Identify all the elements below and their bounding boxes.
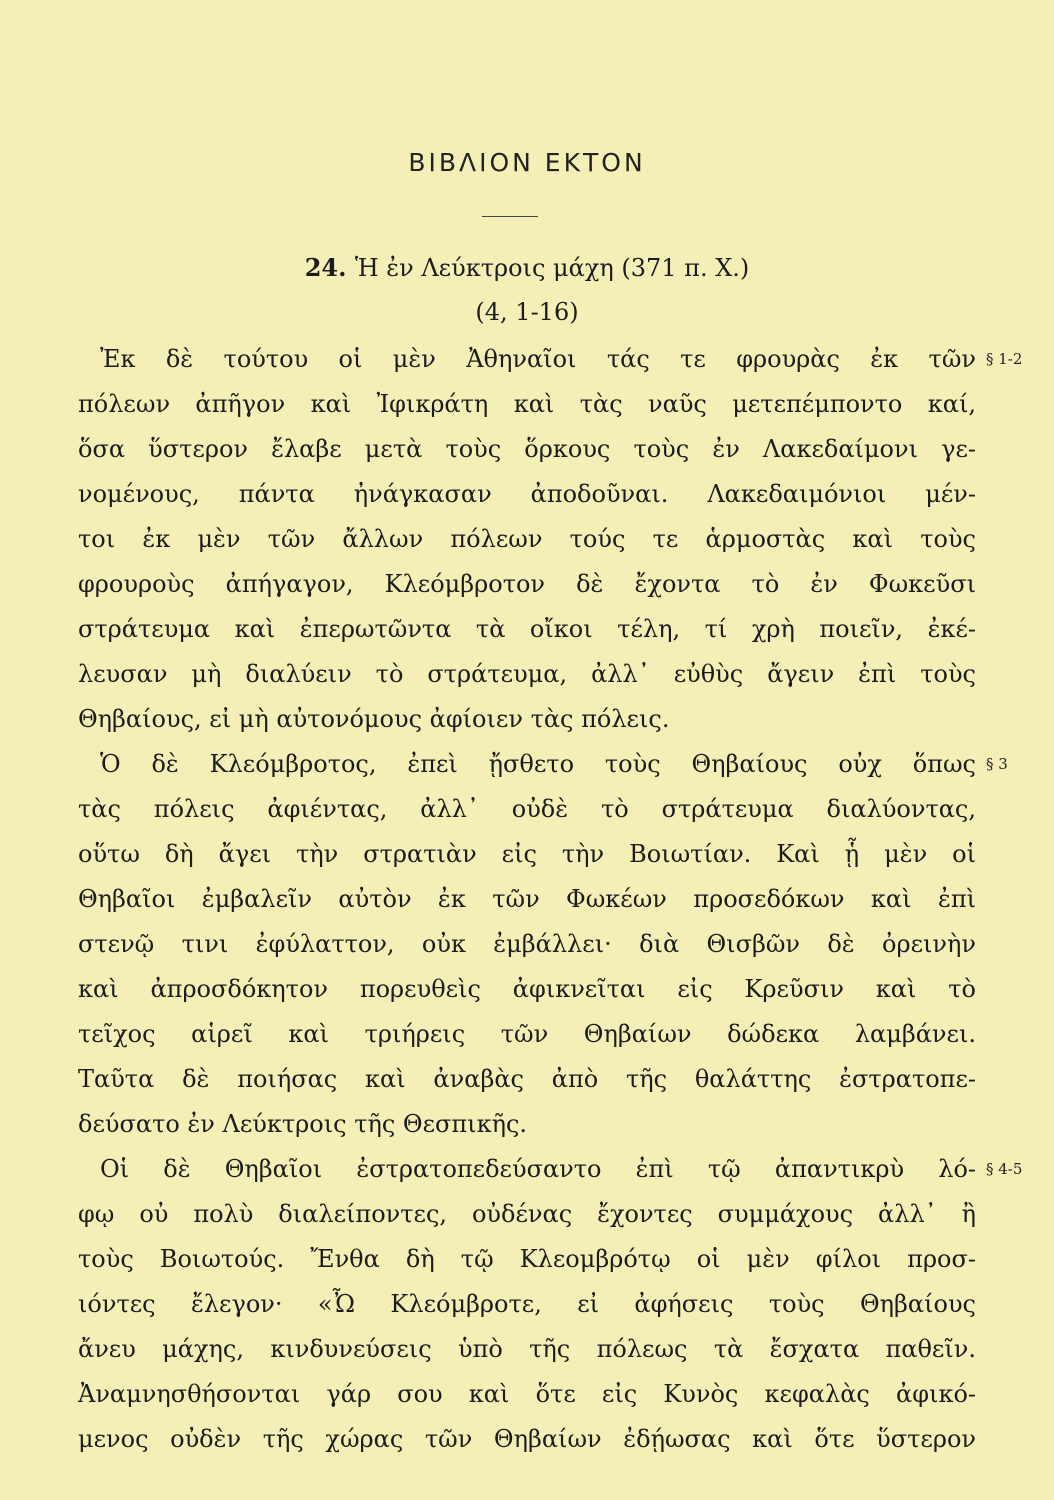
- text-line: ιόντες ἔλεγον· «Ὦ Κλεόμβροτε, εἰ ἀφήσεις τοὺς Θηβαίους: [78, 1290, 976, 1318]
- margin-paragraph-ref: § 3: [986, 755, 1008, 773]
- text-line: καὶ ἀπροσδόκητον πορευθεὶς ἀφικνεῖται εἰς Κρεῦσιν καὶ τὸ: [78, 975, 976, 1003]
- margin-paragraph-ref: § 4-5: [986, 1160, 1023, 1178]
- text-line: Θηβαίους, εἰ μὴ αὐτονόμους ἀφίοιεν τὰς πόλεις.: [78, 705, 670, 733]
- text-line: ὅσα ὕστερον ἔλαβε μετὰ τοὺς ὅρκους τοὺς ἐν Λακεδαίμονι γε-: [78, 435, 976, 463]
- section-heading: [0, 253, 1054, 282]
- section-number: 24.: [304, 253, 347, 282]
- text-line: φρουροὺς ἀπήγαγον, Κλεόμβροτον δὲ ἔχοντα τὸ ἐν Φωκεῦσι: [78, 570, 976, 598]
- text-line: στράτευμα καὶ ἐπερωτῶντα τὰ οἴκοι τέλη, τί χρὴ ποιεῖν, ἐκέ-: [78, 615, 976, 643]
- text-line: νομένους, πάντα ἠνάγκασαν ἀποδοῦναι. Λακεδαιμόνιοι μέν-: [78, 480, 976, 508]
- text-line: δεύσατο ἐν Λεύκτροις τῆς Θεσπικῆς.: [78, 1110, 528, 1138]
- text-line: μενος οὐδὲν τῆς χώρας τῶν Θηβαίων ἐδῄωσας καὶ ὅτε ὕστερον: [78, 1425, 976, 1453]
- text-line: στενῷ τινι ἐφύλαττον, οὐκ ἐμβάλλει· διὰ Θισβῶν δὲ ὀρεινὴν: [78, 930, 976, 958]
- section-reference: (4, 1-16): [475, 298, 579, 326]
- book-title: ΒΙΒΛΙΟΝ ΕΚΤΟΝ: [408, 148, 646, 177]
- text-line: φῳ οὐ πολὺ διαλείποντες, οὐδένας ἔχοντες συμμάχους ἀλλ᾿ ἢ: [78, 1200, 976, 1228]
- text-line: τοὺς Βοιωτούς. Ἔνθα δὴ τῷ Κλεομβρότῳ οἱ μὲν φίλοι προσ-: [78, 1245, 976, 1273]
- margin-paragraph-ref: § 1-2: [986, 350, 1023, 368]
- text-line: Ταῦτα δὲ ποιήσας καὶ ἀναβὰς ἀπὸ τῆς θαλάττης ἐστρατοπε-: [78, 1065, 976, 1093]
- text-line: Ἀναμνησθήσονται γάρ σου καὶ ὅτε εἰς Κυνὸς κεφαλὰς ἀφικό-: [78, 1380, 976, 1408]
- text-line: ἄνευ μάχης, κινδυνεύσεις ὑπὸ τῆς πόλεως τὰ ἔσχατα παθεῖν.: [78, 1335, 976, 1363]
- text-line: Ὁ δὲ Κλεόμβροτος, ἐπεὶ ᾔσθετο τοὺς Θηβαίους οὐχ ὅπως: [100, 750, 976, 778]
- text-line: οὕτω δὴ ἄγει τὴν στρατιὰν εἰς τὴν Βοιωτίαν. Καὶ ᾗ μὲν οἱ: [78, 840, 976, 868]
- text-line: Οἱ δὲ Θηβαῖοι ἐστρατοπεδεύσαντο ἐπὶ τῷ ἀπαντικρὺ λό-: [100, 1155, 976, 1183]
- section-title: Ἡ ἐν Λεύκτροις μάχη (371 π. Χ.): [354, 254, 750, 282]
- text-line: Θηβαῖοι ἐμβαλεῖν αὐτὸν ἐκ τῶν Φωκέων προσεδόκων καὶ ἐπὶ: [78, 885, 976, 913]
- text-line: λευσαν μὴ διαλύειν τὸ στράτευμα, ἀλλ᾿ εὐθὺς ἄγειν ἐπὶ τοὺς: [78, 660, 976, 688]
- title-rule: [482, 216, 538, 217]
- text-line: τὰς πόλεις ἀφιέντας, ἀλλ᾿ οὐδὲ τὸ στράτευμα διαλύοντας,: [78, 795, 976, 823]
- text-line: τεῖχος αἱρεῖ καὶ τριήρεις τῶν Θηβαίων δώδεκα λαμβάνει.: [78, 1020, 976, 1048]
- text-line: πόλεων ἀπῆγον καὶ Ἰφικράτη καὶ τὰς ναῦς μετεπέμποντο καί,: [78, 390, 976, 418]
- text-line: τοι ἐκ μὲν τῶν ἄλλων πόλεων τούς τε ἁρμοστὰς καὶ τοὺς: [78, 525, 976, 553]
- text-line: Ἐκ δὲ τούτου οἱ μὲν Ἀθηναῖοι τάς τε φρουρὰς ἐκ τῶν: [100, 345, 976, 373]
